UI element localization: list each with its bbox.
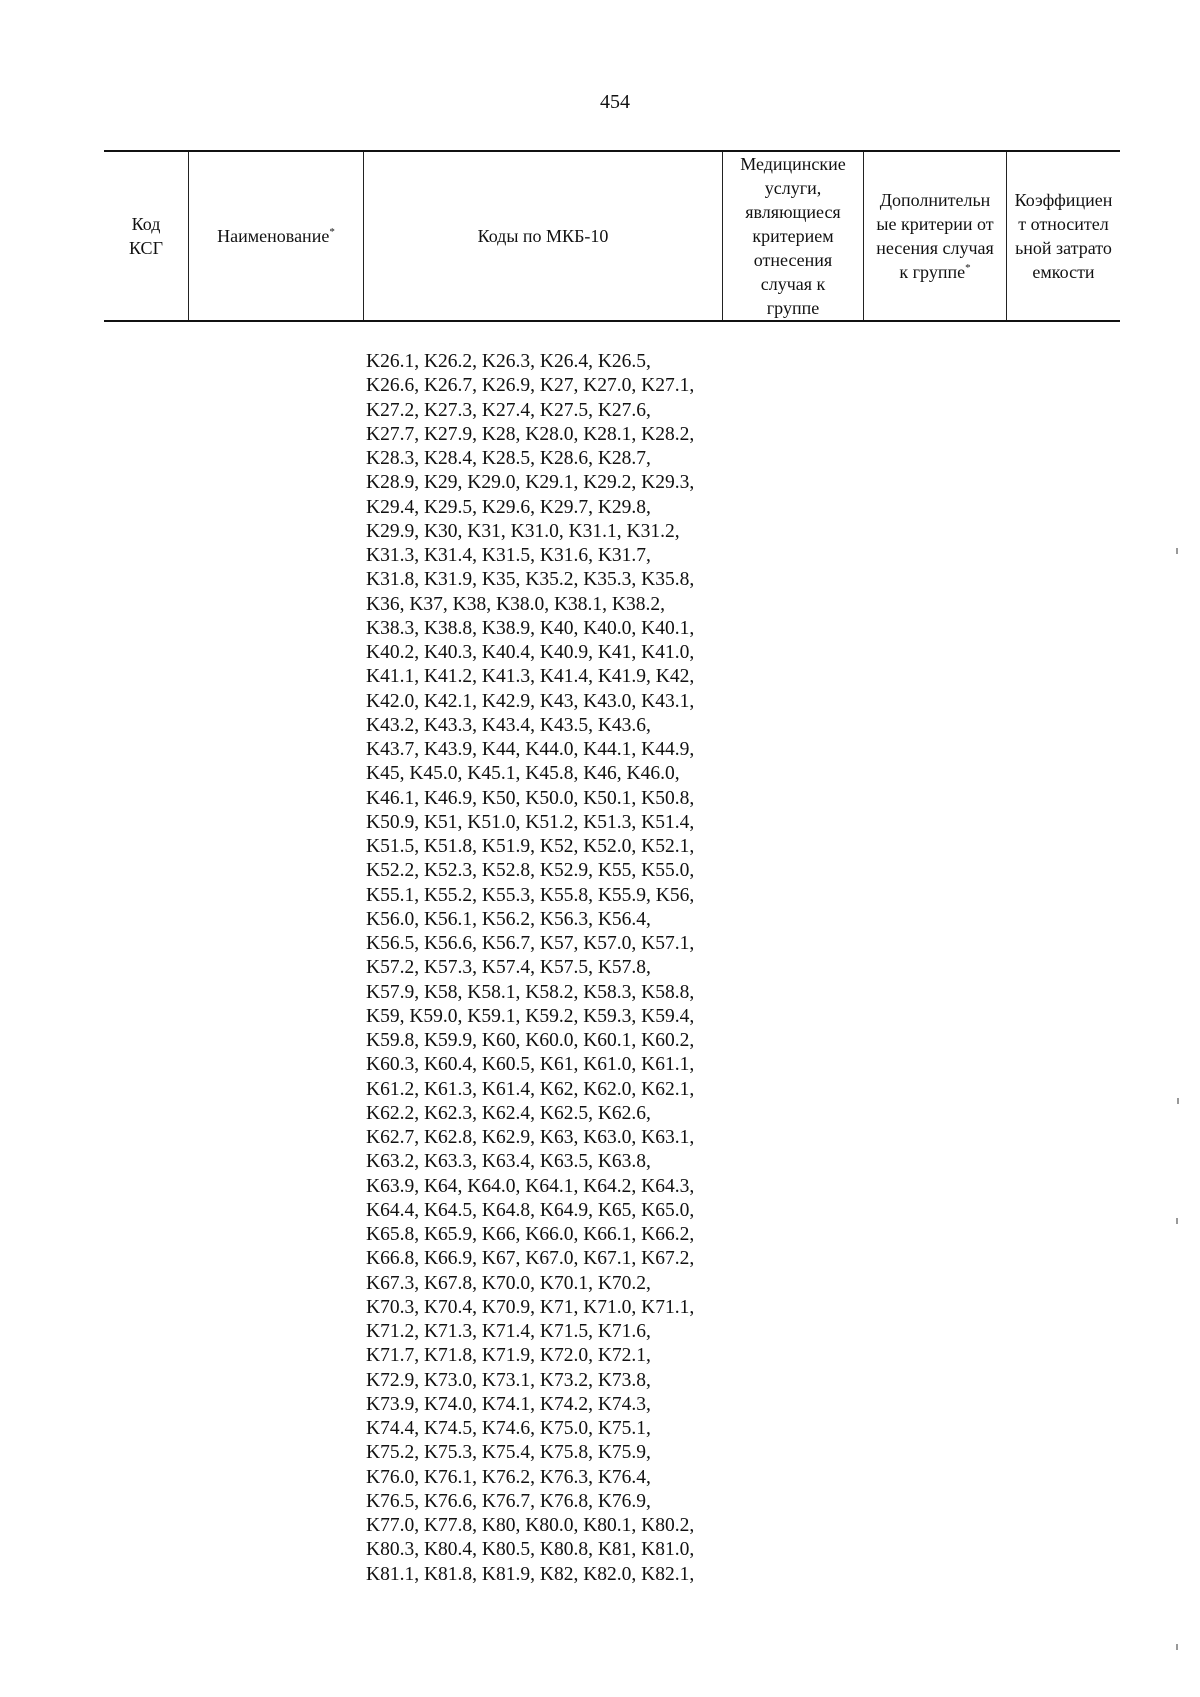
mkb-code-line: K66.8, K66.9, K67, K67.0, K67.1, K67.2, — [366, 1248, 695, 1270]
mkb-code-line: K70.3, K70.4, K70.9, K71, K71.0, K71.1, — [366, 1296, 695, 1318]
scan-speck — [1176, 1218, 1178, 1224]
page-number: 454 — [600, 91, 630, 113]
header-medical-services — [722, 152, 863, 320]
mkb-code-line: K29.4, K29.5, K29.6, K29.7, K29.8, — [366, 496, 651, 518]
footnote-mark: * — [965, 262, 971, 274]
mkb-code-line: K63.2, K63.3, K63.4, K63.5, K63.8, — [366, 1151, 651, 1173]
mkb-code-line: K73.9, K74.0, K74.1, K74.2, K74.3, — [366, 1393, 651, 1415]
mkb-code-line: K71.7, K71.8, K71.9, K72.0, K72.1, — [366, 1345, 651, 1367]
mkb-code-line: K27.2, K27.3, K27.4, K27.5, K27.6, — [366, 399, 651, 421]
mkb-code-line: K43.2, K43.3, K43.4, K43.5, K43.6, — [366, 714, 651, 736]
mkb-code-line: K56.5, K56.6, K56.7, K57, K57.0, K57.1, — [366, 933, 695, 954]
mkb-code-line: K62.2, K62.3, K62.4, K62.5, K62.6, — [366, 1102, 651, 1124]
header-code-ksg — [104, 152, 188, 320]
scan-speck — [1177, 1098, 1179, 1104]
mkb-code-line: K46.1, K46.9, K50, K50.0, K50.1, K50.8, — [366, 787, 695, 809]
mkb-code-line: K60.3, K60.4, K60.5, K61, K61.0, K61.1, — [366, 1054, 695, 1076]
mkb-code-line: K76.5, K76.6, K76.7, K76.8, K76.9, — [366, 1490, 651, 1512]
mkb-code-line: K57.9, K58, K58.1, K58.2, K58.3, K58.8, — [366, 981, 695, 1003]
header-mkb-codes-label: Коды по МКБ-10 — [477, 226, 609, 246]
mkb-code-line: K26.1, K26.2, K26.3, K26.4, K26.5, — [366, 351, 651, 372]
header-mkb-codes — [363, 152, 722, 320]
mkb-code-line: K63.9, K64, K64.0, K64.1, K64.2, K64.3, — [366, 1175, 695, 1197]
mkb-code-line: K28.9, K29, K29.0, K29.1, K29.2, K29.3, — [366, 472, 695, 494]
mkb-code-line: K74.4, K74.5, K74.6, K75.0, K75.1, — [366, 1418, 651, 1439]
mkb-code-line: K42.0, K42.1, K42.9, K43, K43.0, K43.1, — [366, 690, 695, 712]
mkb-code-line: K36, K37, K38, K38.0, K38.1, K38.2, — [366, 593, 665, 615]
header-name-label: Наименование* — [217, 226, 335, 246]
mkb-code-line: K52.2, K52.3, K52.8, K52.9, K55, K55.0, — [366, 860, 695, 882]
header-additional-criteria-label: Дополнительные критерии отнесения случая к группе* — [876, 190, 994, 282]
mkb-code-line: K72.9, K73.0, K73.1, K73.2, K73.8, — [366, 1369, 651, 1391]
mkb-code-line: K75.2, K75.3, K75.4, K75.8, K75.9, — [366, 1442, 651, 1464]
mkb-code-line: K45, K45.0, K45.1, K45.8, K46, K46.0, — [366, 763, 680, 785]
header-medical-services-label: Медицинские услуги, являющиеся критерием отнесения случая к группе — [740, 154, 846, 318]
scan-speck — [1176, 1644, 1178, 1650]
mkb-code-line: K55.1, K55.2, K55.3, K55.8, K55.9, K56, — [366, 884, 695, 906]
mkb-code-line: K67.3, K67.8, K70.0, K70.1, K70.2, — [366, 1272, 651, 1294]
mkb-codes-list — [366, 350, 726, 1587]
mkb-code-line: K59.8, K59.9, K60, K60.0, K60.1, K60.2, — [366, 1030, 695, 1051]
mkb-code-line: K57.2, K57.3, K57.4, K57.5, K57.8, — [366, 957, 651, 979]
mkb-code-line: K27.7, K27.9, K28, K28.0, K28.1, K28.2, — [366, 423, 695, 445]
footnote-mark: * — [329, 226, 335, 238]
mkb-code-line: K43.7, K43.9, K44, K44.0, K44.1, K44.9, — [366, 739, 695, 760]
mkb-code-line: K51.5, K51.8, K51.9, K52, K52.0, K52.1, — [366, 836, 695, 857]
header-coefficient-label: Коэффициент относительной затратоемкости — [1014, 190, 1113, 282]
scan-speck — [1176, 548, 1178, 554]
mkb-code-line: K80.3, K80.4, K80.5, K80.8, K81, K81.0, — [366, 1539, 695, 1561]
header-additional-criteria — [863, 152, 1006, 320]
mkb-code-line: K50.9, K51, K51.0, K51.2, K51.3, K51.4, — [366, 811, 695, 833]
mkb-code-line: K81.1, K81.8, K81.9, K82, K82.0, K82.1, — [366, 1563, 695, 1585]
mkb-code-line: K41.1, K41.2, K41.3, K41.4, K41.9, K42, — [366, 666, 695, 688]
mkb-code-line: K61.2, K61.3, K61.4, K62, K62.0, K62.1, — [366, 1078, 695, 1100]
mkb-code-line: K56.0, K56.1, K56.2, K56.3, K56.4, — [366, 908, 651, 930]
mkb-code-line: K64.4, K64.5, K64.8, K64.9, K65, K65.0, — [366, 1199, 695, 1221]
mkb-code-line: K38.3, K38.8, K38.9, K40, K40.0, K40.1, — [366, 617, 695, 639]
header-code-ksg-label: Код КСГ — [129, 214, 163, 258]
mkb-code-line: K59, K59.0, K59.1, K59.2, K59.3, K59.4, — [366, 1005, 695, 1027]
mkb-code-line: K62.7, K62.8, K62.9, K63, K63.0, K63.1, — [366, 1127, 695, 1148]
mkb-code-line: K40.2, K40.3, K40.4, K40.9, K41, K41.0, — [366, 642, 695, 663]
mkb-code-line: K28.3, K28.4, K28.5, K28.6, K28.7, — [366, 448, 651, 469]
mkb-code-line: K26.6, K26.7, K26.9, K27, K27.0, K27.1, — [366, 375, 695, 397]
mkb-code-line: K31.8, K31.9, K35, K35.2, K35.3, K35.8, — [366, 569, 695, 591]
header-name — [188, 152, 363, 320]
mkb-code-line: K77.0, K77.8, K80, K80.0, K80.1, K80.2, — [366, 1515, 695, 1536]
header-coefficient — [1006, 152, 1120, 320]
mkb-code-line: K76.0, K76.1, K76.2, K76.3, K76.4, — [366, 1466, 651, 1488]
mkb-code-line: K31.3, K31.4, K31.5, K31.6, K31.7, — [366, 545, 651, 566]
mkb-code-line: K65.8, K65.9, K66, K66.0, K66.1, K66.2, — [366, 1224, 695, 1245]
mkb-code-line: K29.9, K30, K31, K31.0, K31.1, K31.2, — [366, 520, 680, 542]
mkb-code-line: K71.2, K71.3, K71.4, K71.5, K71.6, — [366, 1321, 651, 1342]
table-header — [104, 150, 1120, 322]
